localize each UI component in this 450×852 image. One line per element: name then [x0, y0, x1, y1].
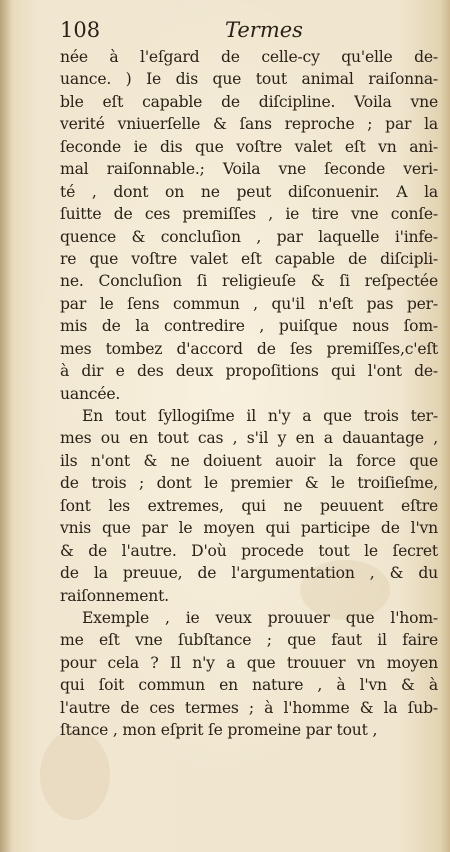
- text-line: mes ou en tout cas , s'il y en a dauantage ,: [60, 429, 438, 448]
- text-line: mal raiſonnable.; Voila vne ſeconde veri-: [60, 160, 438, 179]
- body-text: [60, 46, 438, 742]
- text-line: ſuitte de ces premiſſes , ie tire vne conſe-: [60, 205, 438, 224]
- text-line: mis de la contredire , puiſque nous ſom-: [60, 317, 438, 336]
- paragraph: [60, 405, 438, 607]
- paragraph: [60, 46, 438, 405]
- page-header: [60, 18, 435, 44]
- page-number: 108: [60, 18, 101, 42]
- text-line: ble eſt capable de diſcipline. Voila vne: [60, 92, 438, 111]
- text-line: ſont les extremes, qui ne peuuent eſtre: [60, 496, 438, 515]
- text-line: verité vniuerſelle & ſans reproche ; par la: [60, 115, 438, 134]
- paragraph: [60, 607, 438, 742]
- text-line: Exemple , ie veux prouuer que l'hom-: [82, 608, 438, 627]
- text-line: pour cela ? Il n'y a que trouuer vn moyen: [60, 653, 438, 672]
- text-line: quence & concluſion , par laquelle i'infe-: [60, 227, 438, 246]
- text-line: re que voſtre valet eſt capable de diſcipli-: [60, 249, 438, 268]
- text-line: uancée.: [60, 384, 121, 403]
- text-line: ſtance , mon eſprit ſe promeine par tout ,: [60, 721, 378, 740]
- text-line: ils n'ont & ne doiuent auoir la force que: [60, 451, 438, 470]
- page-gutter-shadow: [0, 0, 12, 852]
- text-line: ſeconde ie dis que voſtre valet eſt vn ani-: [60, 137, 438, 156]
- text-line: qui ſoit commun en nature , à l'vn & à: [60, 676, 438, 695]
- text-line: mes tombez d'accord de ſes premiſſes,c'eſt: [60, 339, 438, 358]
- text-line: l'autre de ces termes ; à l'homme & la ſub-: [60, 698, 438, 717]
- text-line: & de l'autre. D'où procede tout le ſecret: [60, 541, 438, 560]
- text-line: de la preuue, de l'argumentation , & du: [60, 564, 438, 583]
- text-line: me eſt vne ſubſtance ; que faut il faire: [60, 631, 438, 650]
- text-line: à dir e des deux propoſitions qui l'ont de-: [60, 362, 438, 381]
- paper-stain: [40, 730, 110, 820]
- text-line: uance. ) Ie dis que tout animal raiſonna-: [60, 70, 438, 89]
- text-line: de trois ; dont le premier & le troiſieſme,: [60, 474, 438, 493]
- text-line: née à l'eſgard de celle-cy qu'elle de-: [60, 48, 438, 66]
- running-head: Termes: [225, 18, 303, 42]
- text-line: té , dont on ne peut diſconuenir. A la: [60, 182, 438, 201]
- text-line: par le ſens commun , qu'il n'eſt pas per-: [60, 294, 438, 313]
- text-line: vnis que par le moyen qui participe de l'vn: [60, 519, 438, 538]
- text-line: raiſonnement.: [60, 586, 169, 605]
- text-line: ne. Concluſion ſi religieuſe & ſi reſpectée: [60, 272, 438, 291]
- text-line: En tout ſyllogiſme il n'y a que trois ter-: [82, 407, 438, 425]
